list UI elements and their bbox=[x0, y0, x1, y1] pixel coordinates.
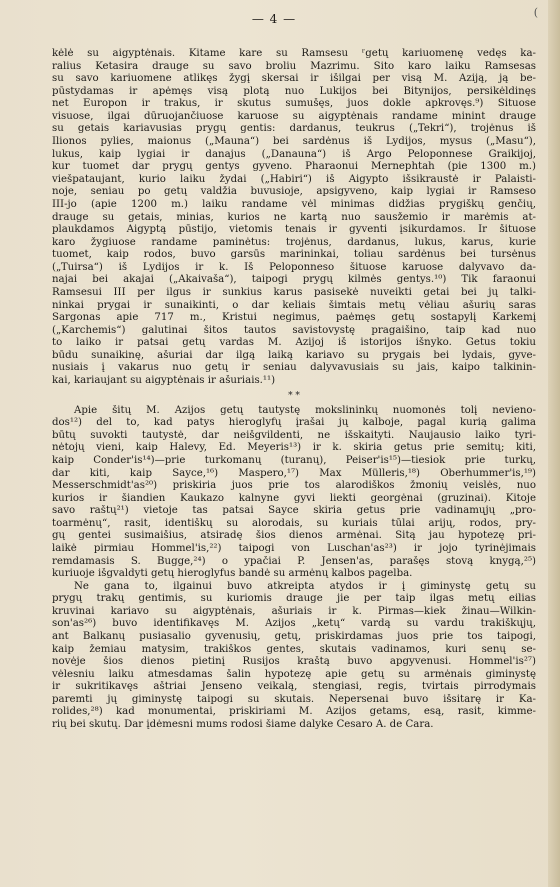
text-line: būtų suvokti tautystė, dar neišgvildenti, ne išskaityti. Naujausio laiko tyri- bbox=[52, 429, 536, 441]
text-line: kur tuomet dar prygų gentys gyveno. Pharaonui Mernephtah (pie 1300 m.) bbox=[52, 161, 536, 173]
paragraph-1 bbox=[52, 48, 536, 388]
corner-mark: ( bbox=[533, 6, 538, 19]
text-line: kaip žemiau matysim, trakiškos gentes, skutais vadinamos, kuri senų se- bbox=[52, 643, 536, 655]
text-line: prygų trakų gentimis, su kuriomis drauge jie per taip ilgas metų eilias bbox=[52, 593, 536, 605]
text-line: Sargonas apie 717 m., Kristui negimus, paėmęs getų sostapylį Karkemį bbox=[52, 312, 536, 324]
section-separator: * * bbox=[288, 390, 300, 401]
text-line: laikė pirmiau Hommel'is,²²) taipogi von Luschan'as²³) ir jojo tyrinėjimais bbox=[52, 542, 536, 554]
paragraph-3 bbox=[52, 581, 536, 732]
text-line: lukus, kaip lygiai ir danajus („Danauna“) iš Argo Peloponnese Graikijoj, bbox=[52, 148, 536, 160]
text-line: dos¹²) del to, kad patys hieroglyfų įrašai jų kalboje, pagal kurią galima bbox=[52, 417, 536, 429]
page-number-header: — 4 — bbox=[251, 12, 297, 26]
text-line: („Tuirsa“) iš Lydijos ir k. Iš Peloponneso šituose karuose dalyvavo da- bbox=[52, 261, 536, 273]
page-edge bbox=[548, 0, 560, 887]
text-line: kaip Conder'is¹⁴)—prie turkomanų (turanų), Peiser'is¹⁵)—tiesiok prie turkų, bbox=[52, 454, 536, 466]
paragraph-2 bbox=[52, 405, 536, 581]
text-line: novėje šios dienos pietinį Rusijos kraštą buvo apgyvenusi. Hommel'is²⁷) bbox=[52, 656, 536, 668]
text-line: tuomet, kaip rodos, buvo garsūs marininkai, toliau sardėnus bei tursėnus bbox=[52, 249, 536, 261]
text-line: kai, kariaujant su aigyptėnais ir ašuriais.¹¹) bbox=[52, 375, 276, 387]
text-line: su getais kariavusias prygų gentis: dardanus, teukrus („Tekri“), trojėnus iš bbox=[52, 123, 536, 135]
text-line: ir sukritikavęs aštriai Jenseno veikalą, stengiasi, regis, tvirtais pirrodymais bbox=[52, 681, 536, 693]
text-line: paremti jų giminystę taipogi su skutais. Nepersenai buvo išsitarę ir Ka- bbox=[52, 693, 536, 705]
text-line: būdu sunaikinę, ašuriai dar ilgą laiką kariavo su prygais bei lydais, gyve- bbox=[52, 349, 536, 361]
text-line: rių bei skutų. Dar įdėmesni mums rodosi šiame dalyke Cesaro A. de Cara. bbox=[52, 719, 434, 731]
text-line: kurios ir šiandien Kaukazo kalnyne gyvi liekti georgėnai (gruzinai). Kitoje bbox=[52, 492, 536, 504]
text-line: pūstydamas ir apėmęs visą plotą nuo Lukijos bei Bitynijos, persikėldinęs bbox=[52, 85, 536, 97]
text-line: nusiais į vakarus nuo getų ir seniau dalyvavusiais su jais, kaipo talkinin- bbox=[52, 362, 536, 374]
text-line: plaukdamos Aigyptą pūstijo, vietomis tenais ir gyventi įsikurdamos. Ir šituose bbox=[52, 224, 536, 236]
text-line: ant Balkanų pusiasalio gyvenusių, getų, priskirdamas juos prie tos taipogi, bbox=[52, 631, 536, 643]
text-line: dar kiti, kaip Sayce,¹⁶) Maspero,¹⁷) Max Mülleris,¹⁸) Oberhummer'is,¹⁹) bbox=[52, 467, 536, 479]
text-line: remdamasis S. Bugge,²⁴) o ypačiai P. Jensen'as, parašęs stovą knygą,²⁵) bbox=[52, 555, 536, 567]
text-line: savo raštų²¹) vietoje tas patsai Sayce skiria getus prie vadinamųjų „pro- bbox=[52, 505, 536, 517]
text-line: toarmėnų“, rasit, identiškų su alorodais, su kuriais tūlai arijų, rodos, pry- bbox=[52, 517, 536, 529]
text-line: son'as²⁶) buvo identifikavęs M. Azijos „ketų“ vardą su vardu trakiškųjų, bbox=[52, 618, 536, 630]
text-line: („Karchemis“) galutinai šitos tautos savistovystę pragaišino, taip kad nuo bbox=[52, 324, 536, 336]
text-line: karo žygiuose randame paminėtus: trojėnus, dardanus, lukus, karus, kurie bbox=[52, 236, 536, 248]
text-line: vėlesniu laiku atmesdamas šalin hypotezę apie getų su armėnais giminystę bbox=[52, 668, 536, 680]
text-line: net Europon ir trakus, ir skutus sumušęs, juos dokle apkrovęs.⁹) Šituose bbox=[52, 98, 536, 110]
text-line: su savo kariuomene atlikęs žygį skersai ir išilgai per visą M. Aziją, ją be- bbox=[52, 73, 536, 85]
text-line: viešpataujant, kurio laiku žydai („Habiri“) iš Aigypto išsikraustė ir Palaisti- bbox=[52, 173, 536, 185]
text-line: Messerschmidt'as²⁰) priskiria juos prie tos alarodiškos žmonių veislės, nuo bbox=[52, 480, 536, 492]
text-line: najai bei akajai („Akaivaša“), taipogi prygų kilmės gentys.¹⁰) Tik faraonui bbox=[52, 274, 536, 286]
text-line: kuriuoje išgvaldyti getų hieroglyfus bandė su armėnų kalbos pagelba. bbox=[52, 568, 413, 580]
text-line: ralius Ketasira drauge su savo broliu Mazrimu. Šito karo laiku Ramsesas bbox=[52, 60, 536, 72]
text-line: ninkai prygai ir sunaikinti, o dar keliais šimtais metų vėliau ašurių saras bbox=[52, 299, 536, 311]
text-line: noje, seniau po getų valdžia buvusioje, apsigyveno, kaip lygiai ir Ramseso bbox=[52, 186, 536, 198]
text-line: Ramsesui III per ilgus ir sunkius karus pasisekė nuveikti getai bei jų talki- bbox=[52, 286, 536, 298]
body-text bbox=[52, 48, 536, 732]
text-line: gų gentei susimaišius, atsiradę šios dienos armėnai. Šitą jau hypotezę pri- bbox=[52, 530, 536, 542]
text-line: rolides,²⁸) kad monumentai, priskiriami M. Azijos getams, esą, rasit, kimme- bbox=[52, 706, 536, 718]
text-line: drauge su getais, minias, kurios ne kartą nuo sausžemio ir marėmis at- bbox=[52, 211, 536, 223]
text-line: visuose, ilgai dūruojančiuose karuose su aigyptėnais randame minint drauge bbox=[52, 110, 536, 122]
text-line: nėtojų vieni, kaip Halevy, Ed. Meyeris¹³) ir k. skiria getus prie semitų; kiti, bbox=[52, 442, 536, 454]
text-line: Ne gana to, ilgainui buvo atkreipta atydos ir į giminystę getų su bbox=[74, 580, 536, 592]
text-line: Ilionos pylies, maionus („Mauna“) bei sardėnus iš Lydijos, mysus („Masu“), bbox=[52, 136, 536, 148]
text-line: kėlė su aigyptėnais. Kitame kare su Ramsesu ʳgetų kariuomenę vedęs ka- bbox=[52, 48, 536, 59]
text-line: Apie šitų M. Azijos getų tautystę mokslininkų nuomonės tolį nevieno- bbox=[74, 404, 536, 416]
text-line: to laiko ir patsai getų vardas M. Azijoj iš istorijos išnyko. Getus tokiu bbox=[52, 337, 536, 349]
text-line: kruvinai kariavo su aigyptėnais, ašuriais ir k. Pirmas—kiek žinau—Wilkin- bbox=[52, 605, 536, 617]
text-line: III-jo (apie 1200 m.) laiku randame vėl minimas didžias prygiškų genčių, bbox=[52, 198, 536, 210]
